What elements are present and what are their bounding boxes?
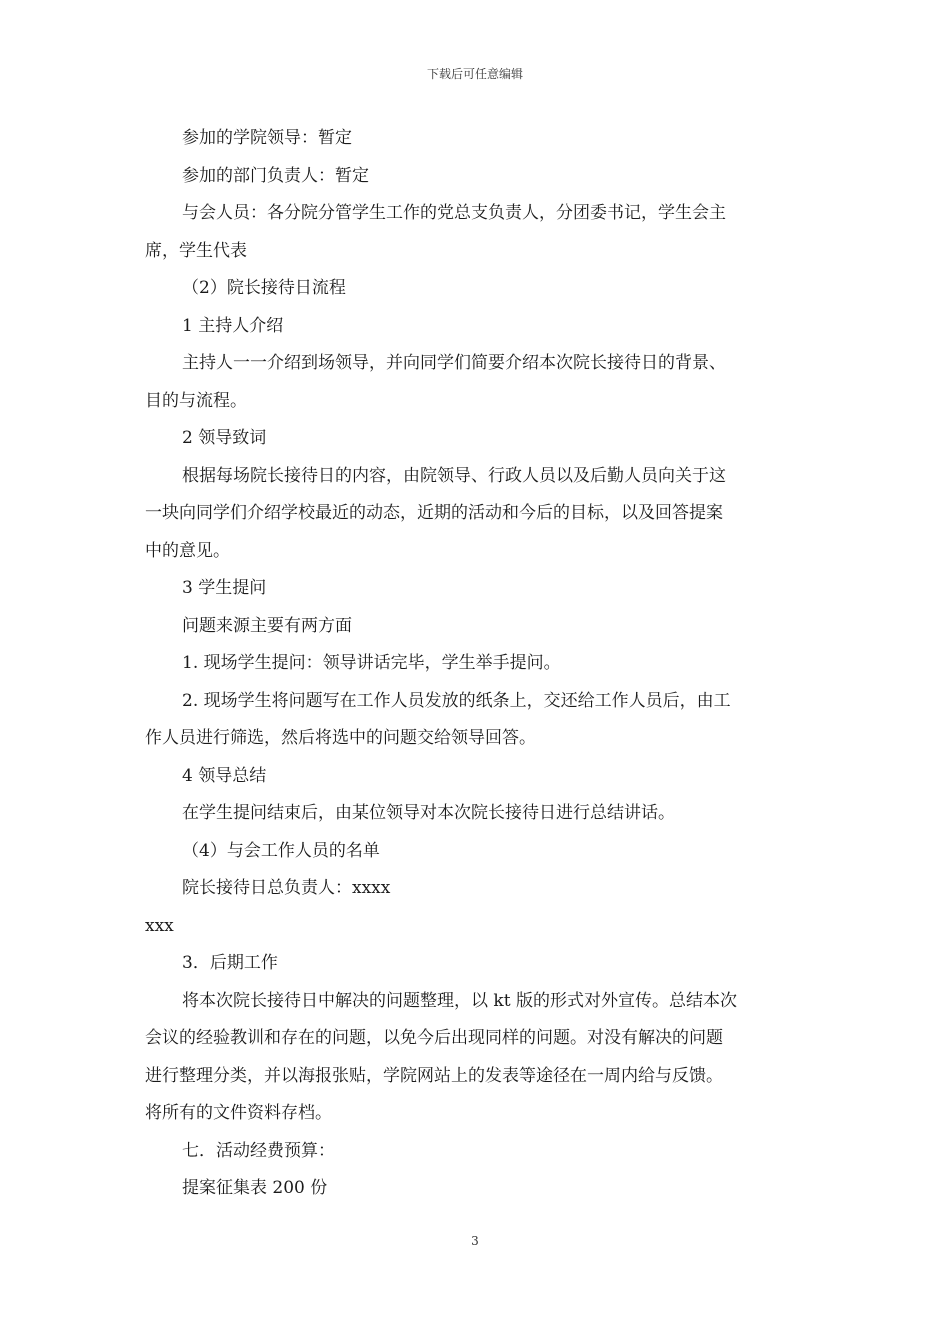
document-body: [145, 120, 810, 1208]
paragraph: 主持人一一介绍到场领导，并向同学们简要介绍本次院长接待日的背景、: [182, 353, 726, 373]
paragraph: 问题来源主要有两方面: [182, 615, 352, 636]
paragraph-continuation: 进行整理分类，并以海报张贴，学院网站上的发表等途径在一周内给与反馈。: [145, 1065, 723, 1086]
paragraph-continuation: 会议的经验教训和存在的问题，以免今后出现同样的问题。对没有解决的问题: [145, 1028, 723, 1048]
page-header: 下载后可任意编辑: [426, 67, 523, 81]
paragraph-continuation: 将所有的文件资料存档。: [145, 1103, 332, 1123]
list-item: 2. 现场学生将问题写在工作人员发放的纸条上，交还给工作人员后，由工: [182, 690, 731, 711]
section-heading: （4）与会工作人员的名单: [182, 840, 380, 861]
subsection-heading: 4 领导总结: [182, 765, 267, 786]
subsection-heading: 3 学生提问: [182, 578, 267, 598]
paragraph: xxx: [145, 915, 174, 936]
paragraph-continuation: 一块向同学们介绍学校最近的动态，近期的活动和今后的目标，以及回答提案: [145, 503, 723, 523]
paragraph-continuation: 中的意见。: [145, 540, 230, 561]
paragraph-continuation: 作人员进行筛选，然后将选中的问题交给领导回答。: [145, 728, 536, 748]
paragraph: 将本次院长接待日中解决的问题整理，以 kt 版的形式对外宣传。总结本次: [182, 990, 737, 1011]
paragraph: 与会人员：各分院分管学生工作的党总支负责人，分团委书记，学生会主: [182, 203, 726, 223]
page-number: 3: [471, 1234, 479, 1248]
list-item: 1. 现场学生提问：领导讲话完毕，学生举手提问。: [182, 653, 561, 673]
paragraph: 在学生提问结束后，由某位领导对本次院长接待日进行总结讲话。: [182, 803, 675, 823]
paragraph: 参加的部门负责人：暂定: [182, 165, 369, 186]
subsection-heading: 2 领导致词: [182, 428, 267, 448]
paragraph: 参加的学院领导：暂定: [182, 128, 352, 148]
section-heading: （2）院长接待日流程: [182, 278, 346, 298]
paragraph: 根据每场院长接待日的内容，由院领导、行政人员以及后勤人员向关于这: [182, 465, 726, 486]
paragraph-continuation: 席，学生代表: [145, 240, 247, 261]
paragraph: 提案征集表 200 份: [182, 1178, 328, 1198]
section-heading: 七．活动经费预算：: [182, 1140, 335, 1161]
paragraph: 院长接待日总负责人：xxxx: [182, 878, 391, 898]
section-heading: 3．后期工作: [182, 953, 278, 973]
paragraph-continuation: 目的与流程。: [145, 390, 247, 411]
subsection-heading: 1 主持人介绍: [182, 315, 284, 336]
